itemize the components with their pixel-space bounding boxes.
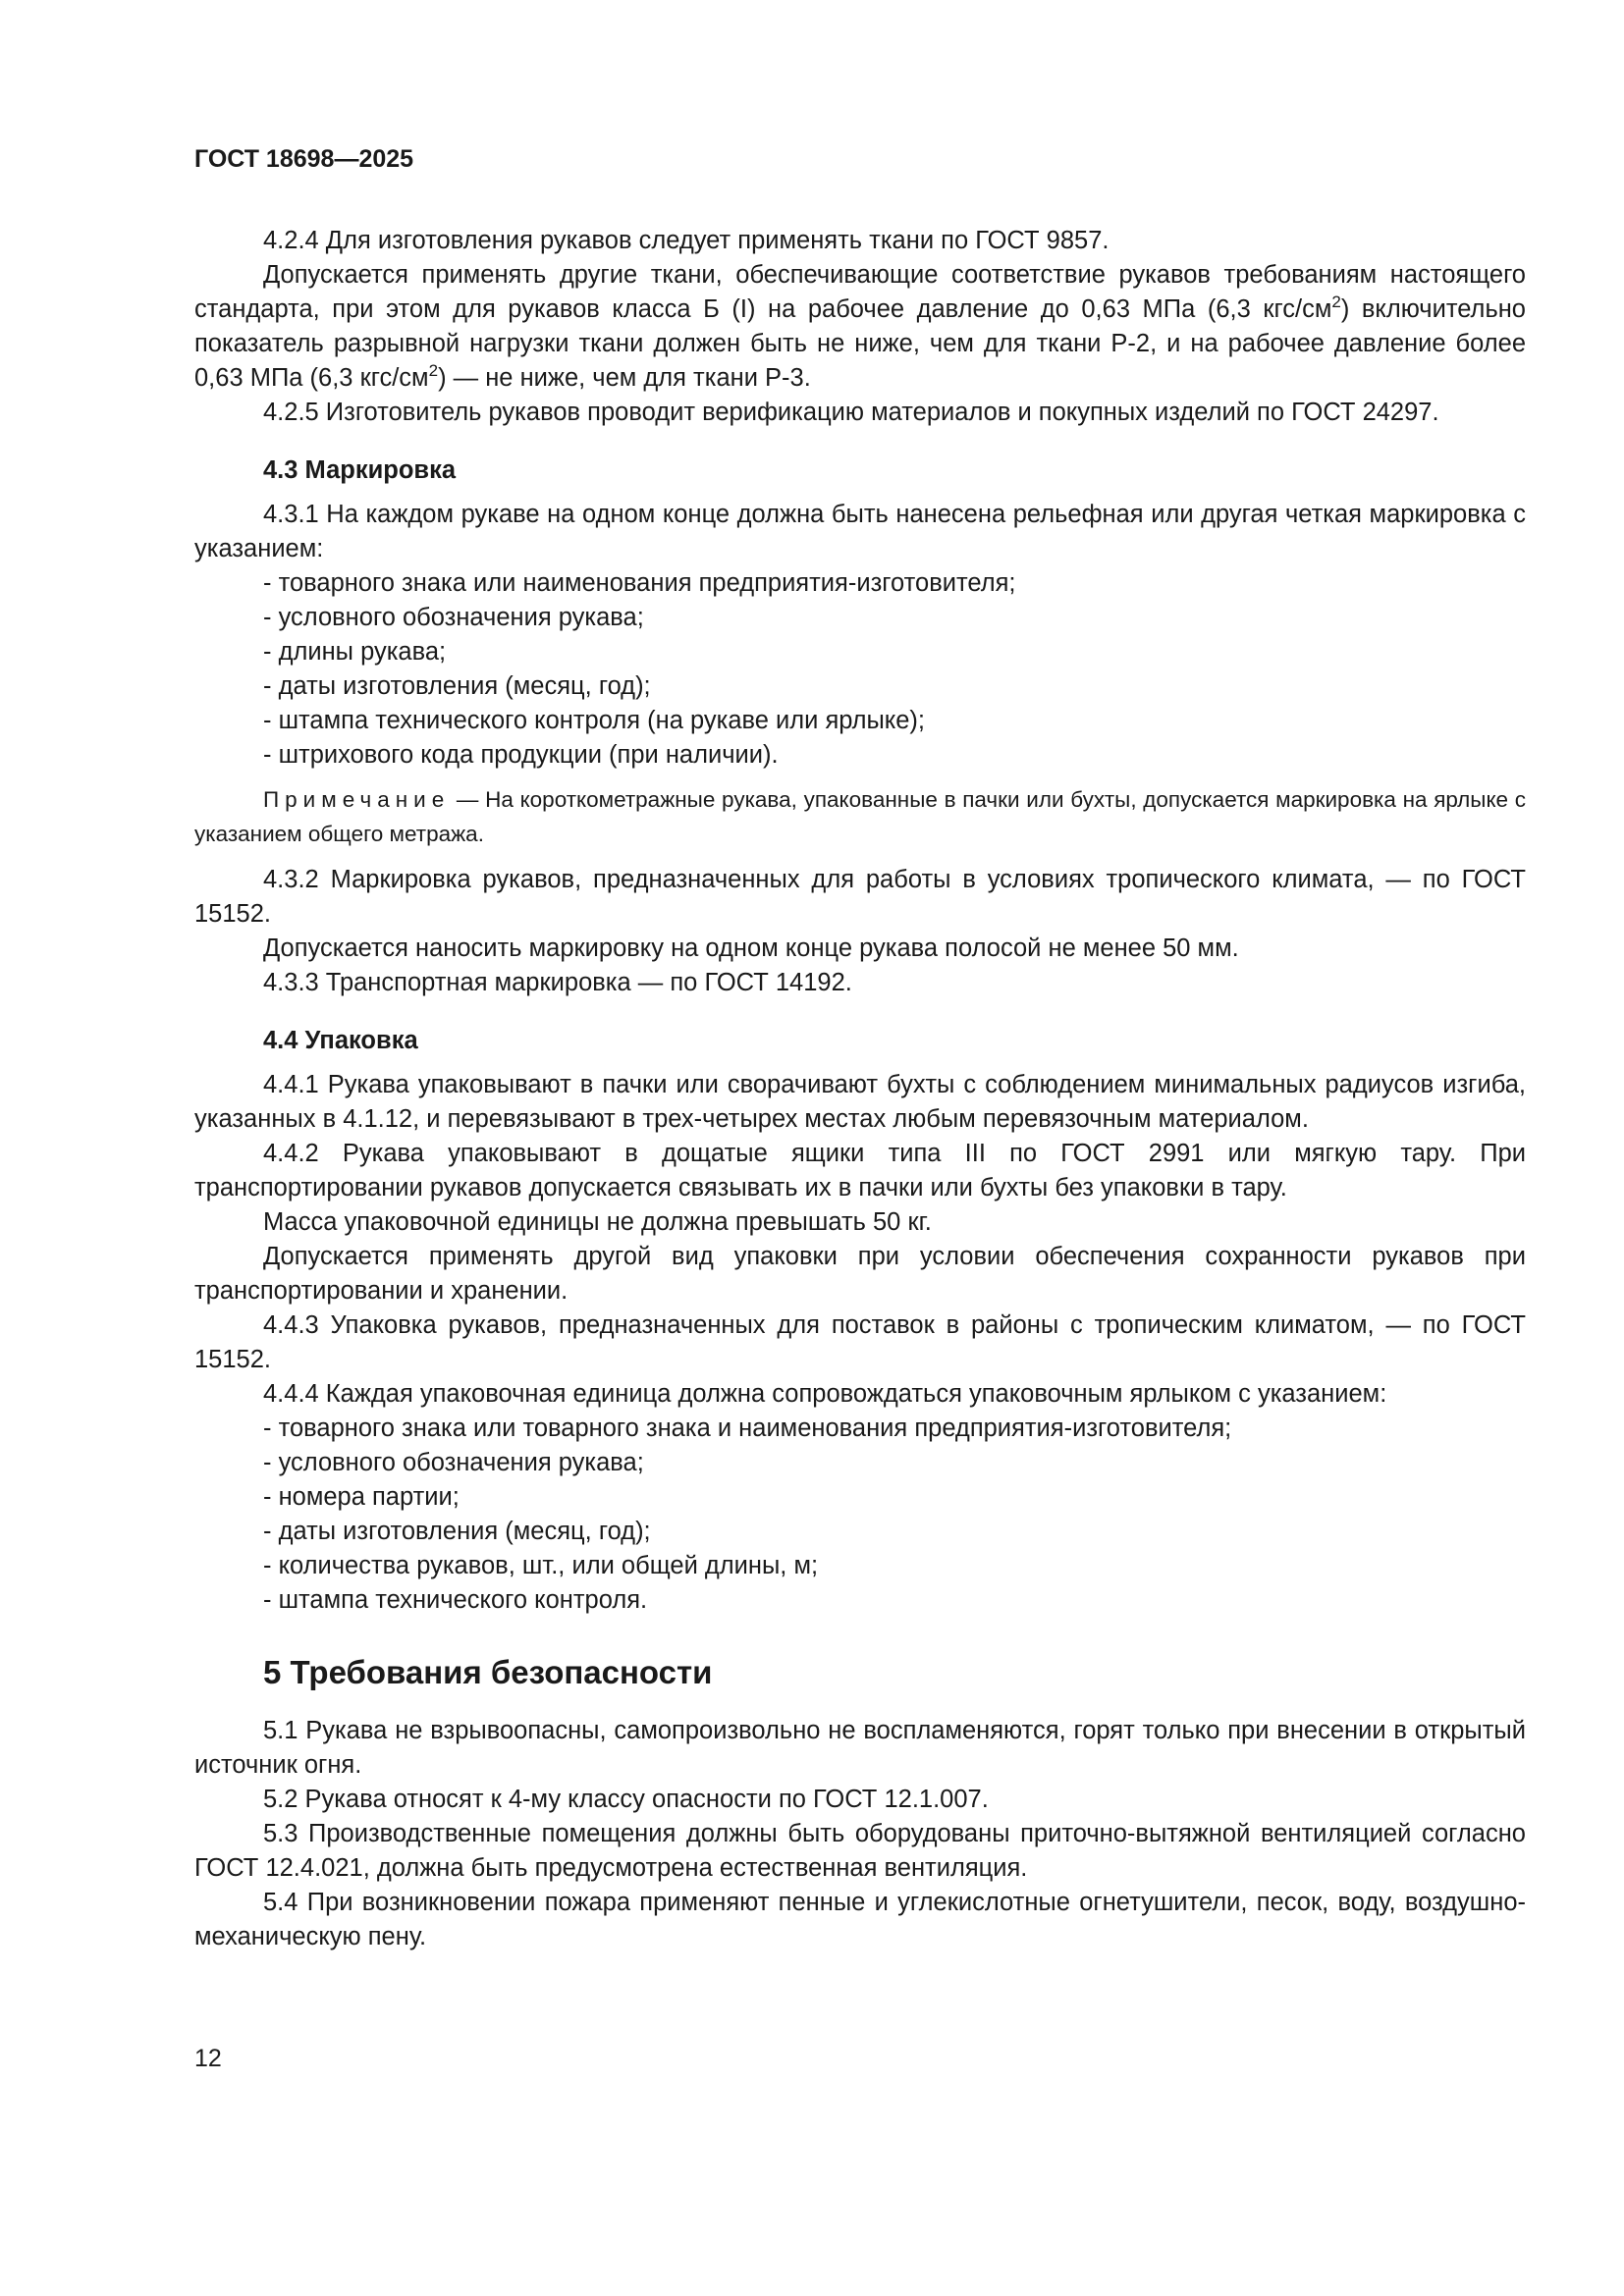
section-heading-4-4: 4.4 Упаковка — [263, 1027, 418, 1054]
note-label: Примечание — [263, 787, 451, 812]
text-fragment: Допускается применять другие ткани, обеспечивающие соответствие рукавов требованиям настоящего стандарта, при этом для рукавов класса Б (I) на рабочее давление до 0,63 МПа (6,3 кгс/см — [194, 261, 1526, 323]
paragraph-4-2-4: 4.2.4 Для изготовления рукавов следует применять ткани по ГОСТ 9857. — [263, 227, 1110, 254]
paragraph-4-4-4: 4.4.4 Каждая упаковочная единица должна сопровождаться упаковочным ярлыком с указанием: — [263, 1380, 1387, 1408]
list-item: - штрихового кода продукции (при наличии). — [263, 741, 779, 769]
paragraph-other-packaging: Допускается применять другой вид упаковки при условии обеспечения сохранности рукавов при транспортировании и хранении. — [194, 1243, 1526, 1305]
paragraph-4-2-5: 4.2.5 Изготовитель рукавов проводит верификацию материалов и покупных изделий по ГОСТ 24297. — [263, 399, 1439, 426]
text-fragment: ) включительно показатель разрывной нагрузки ткани должен быть не ниже, чем для ткани Р-2, и на рабочее давление более 0,63 МПа (6,3 кгс/см — [194, 295, 1526, 392]
list-item: - длины рукава; — [263, 638, 447, 666]
paragraph-4-4-3: 4.4.3 Упаковка рукавов, предназначенных для поставок в районы с тропическим климатом, — по ГОСТ 15152. — [194, 1311, 1526, 1373]
superscript: 2 — [428, 361, 439, 380]
paragraph-5-1: 5.1 Рукава не взрывоопасны, самопроизвольно не воспламеняются, горят только при внесении в открытый источник огня. — [194, 1717, 1526, 1779]
list-item: - товарного знака или товарного знака и наименования предприятия-изготовителя; — [263, 1415, 1232, 1442]
list-item: - условного обозначения рукава; — [263, 1449, 644, 1476]
list-item: - штампа технического контроля. — [263, 1586, 648, 1614]
paragraph-4-3-2: 4.3.2 Маркировка рукавов, предназначенных для работы в условиях тропического климата, — по ГОСТ 15152. — [194, 866, 1526, 928]
list-item: - даты изготовления (месяц, год); — [263, 672, 651, 700]
list-item: - товарного знака или наименования предприятия-изготовителя; — [263, 569, 1016, 597]
text-fragment: ) — не ниже, чем для ткани Р-3. — [438, 364, 811, 392]
document-code-header: ГОСТ 18698—2025 — [194, 145, 414, 173]
list-item: - штампа технического контроля (на рукаве или ярлыке); — [263, 707, 926, 734]
note — [194, 782, 1526, 851]
paragraph-5-4: 5.4 При возникновении пожара применяют пенные и углекислотные огнетушители, песок, воду, воздушно-механическую пену. — [194, 1889, 1526, 1950]
paragraph-4-4-2: 4.4.2 Рукава упаковывают в дощатые ящики типа III по ГОСТ 2991 или мягкую тару. При транспортировании рукавов допускается связывать их в пачки или бухты без упаковки в тару. — [194, 1140, 1526, 1201]
paragraph-package-mass: Масса упаковочной единицы не должна превышать 50 кг. — [263, 1208, 932, 1236]
section-heading-4-3: 4.3 Маркировка — [263, 456, 457, 484]
section-heading-5: 5 Требования безопасности — [263, 1654, 713, 1690]
paragraph-4-4-1: 4.4.1 Рукава упаковывают в пачки или сворачивают бухты с соблюдением минимальных радиусов изгиба, указанных в 4.1.12, и перевязывают в трех-четырех местах любым перевязочным материалом. — [194, 1071, 1526, 1133]
paragraph-5-3: 5.3 Производственные помещения должны быть оборудованы приточно-вытяжной вентиляцией согласно ГОСТ 12.4.021, должна быть предусмотрена естественная вентиляция. — [194, 1820, 1526, 1882]
page-content — [194, 224, 1526, 1954]
list-item: - номера партии; — [263, 1483, 460, 1511]
paragraph-4-3-1: 4.3.1 На каждом рукаве на одном конце должна быть нанесена рельефная или другая четкая маркировка с указанием: — [194, 501, 1526, 562]
list-item: - количества рукавов, шт., или общей длины, м; — [263, 1552, 819, 1579]
paragraph-marking-strip: Допускается наносить маркировку на одном конце рукава полосой не менее 50 мм. — [263, 934, 1239, 962]
page-number: 12 — [194, 2045, 222, 2072]
list-item: - даты изготовления (месяц, год); — [263, 1518, 651, 1545]
list-item: - условного обозначения рукава; — [263, 604, 644, 631]
paragraph-4-3-3: 4.3.3 Транспортная маркировка — по ГОСТ 14192. — [263, 969, 852, 996]
paragraph-4-2-4-fabrics — [194, 258, 1526, 396]
paragraph-5-2: 5.2 Рукава относят к 4-му классу опасности по ГОСТ 12.1.007. — [263, 1786, 989, 1813]
superscript: 2 — [1331, 293, 1341, 311]
note-text: — На короткометражные рукава, упакованные в пачки или бухты, допускается маркировка на ярлыке с указанием общего метража. — [194, 787, 1526, 846]
